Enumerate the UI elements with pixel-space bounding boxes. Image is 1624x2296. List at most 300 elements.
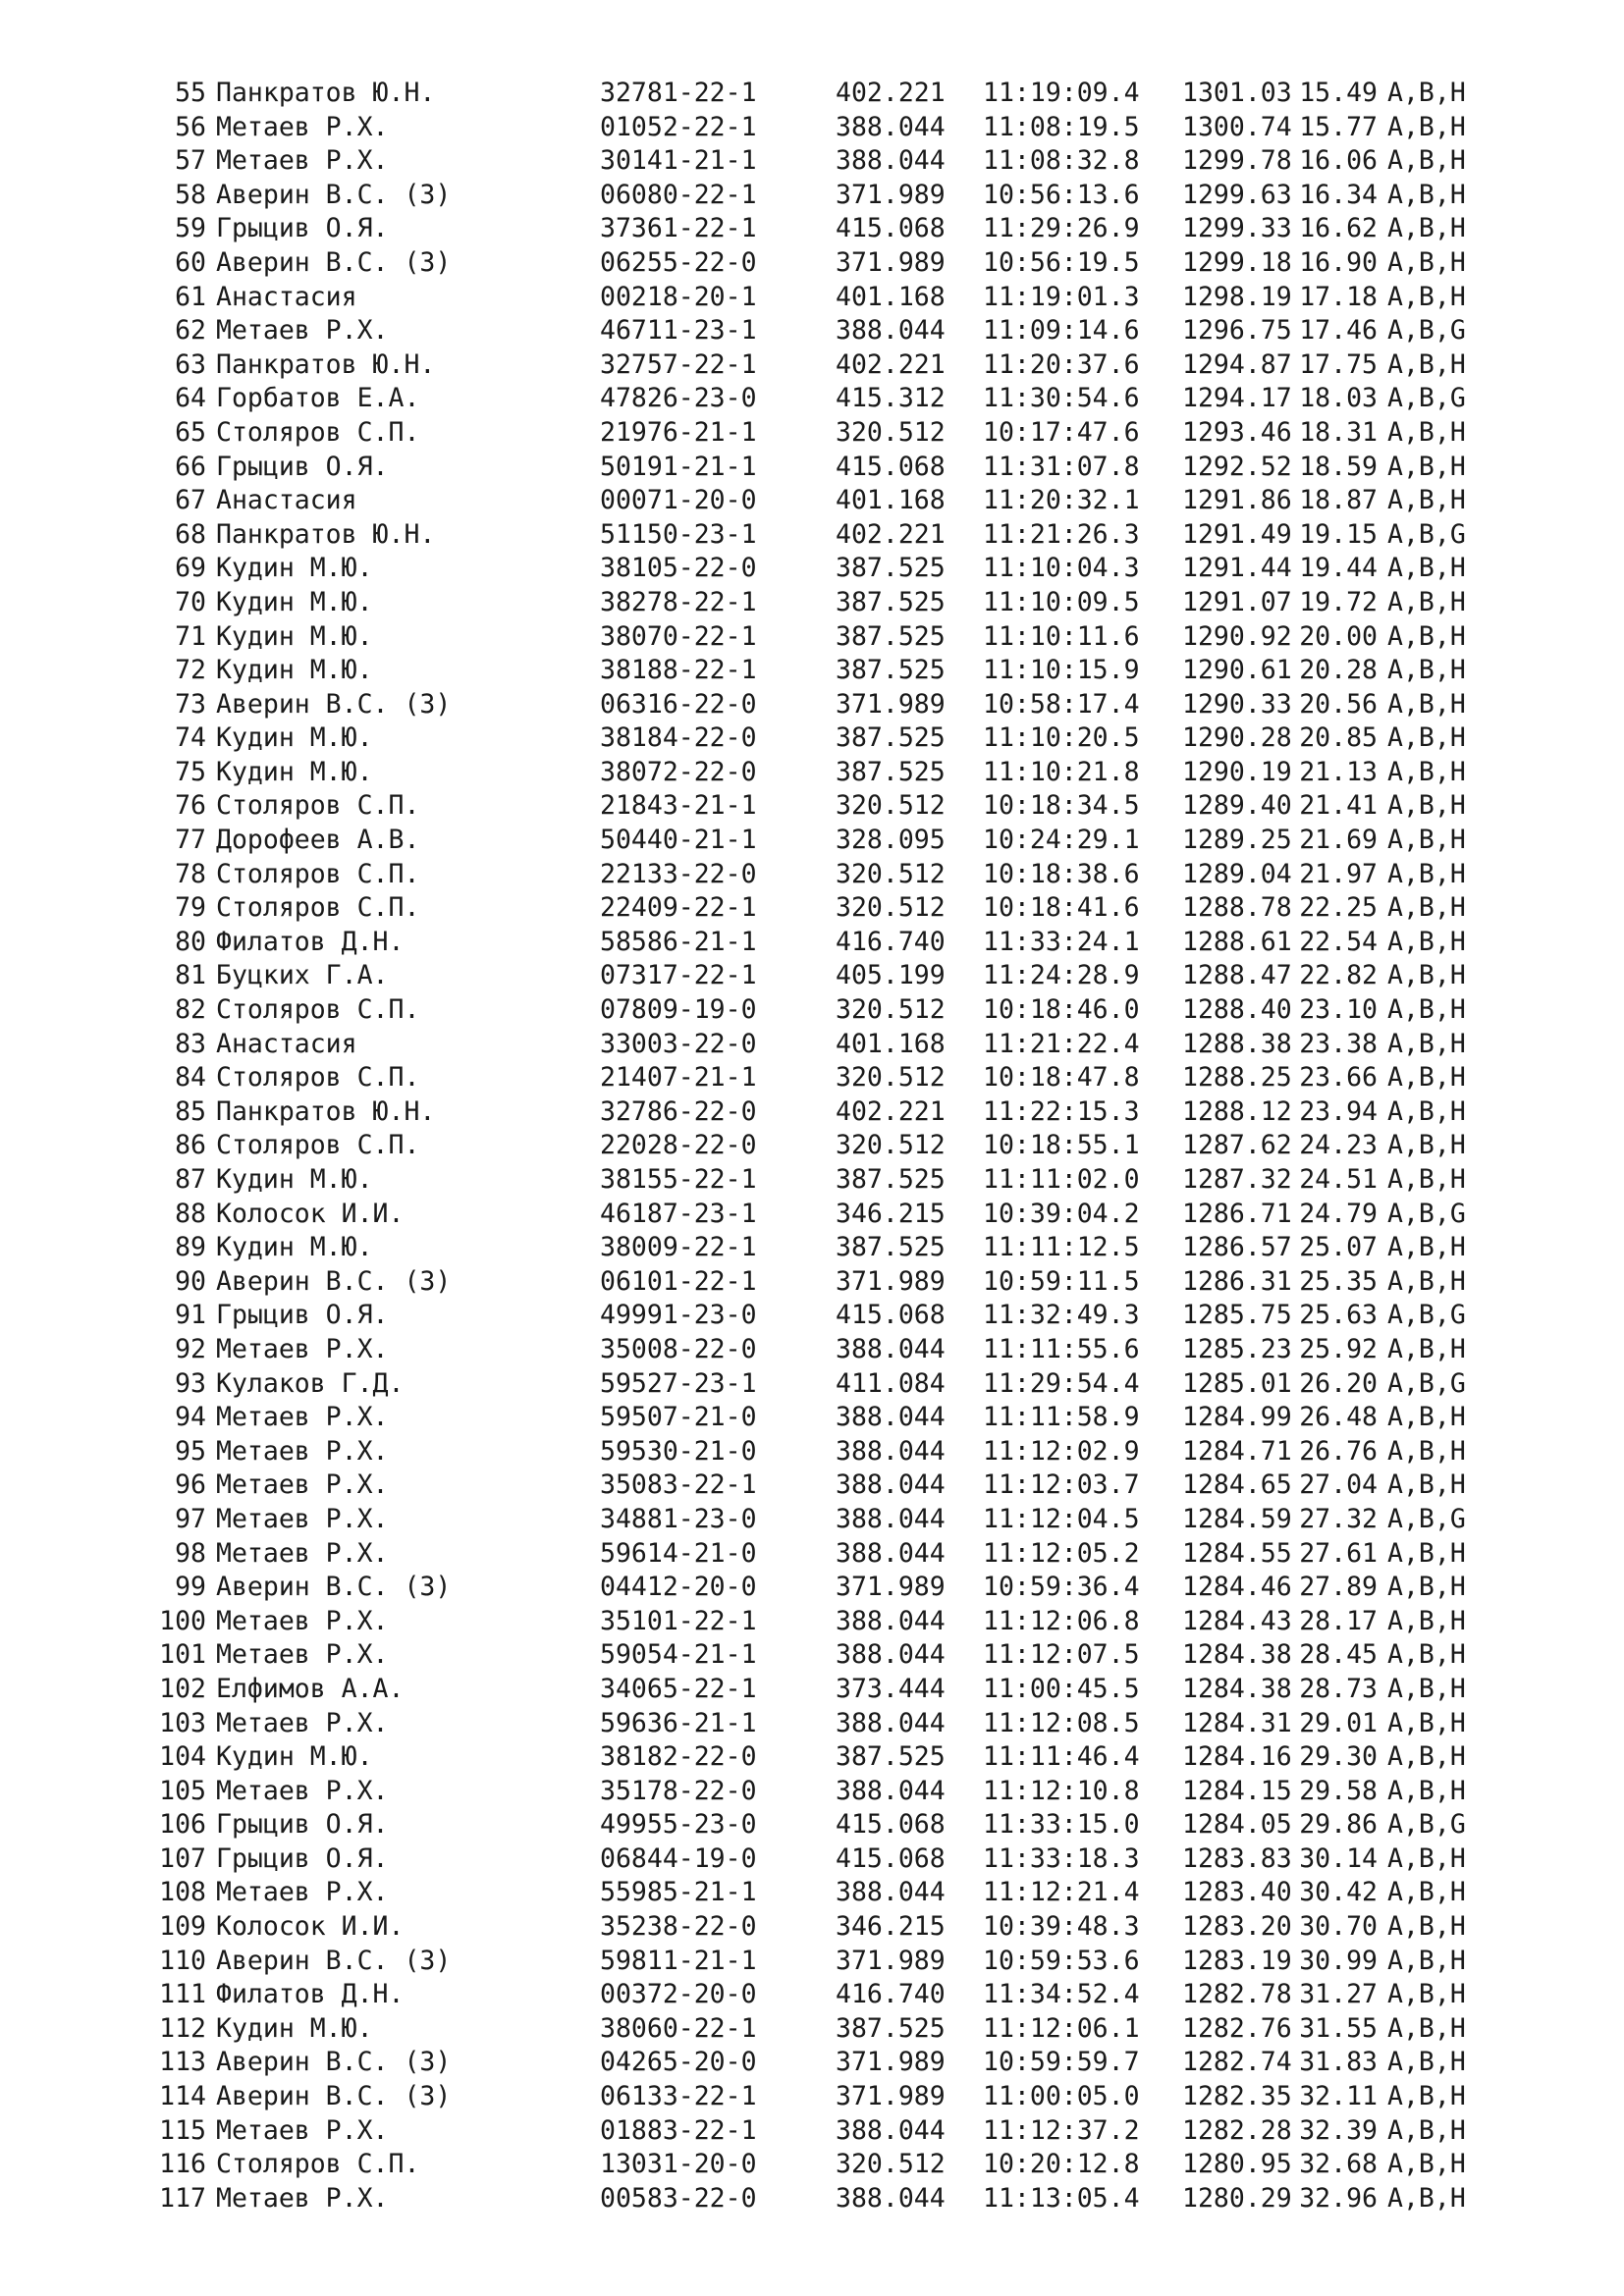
ring-id: 59530-21-0 [600,1435,757,1467]
rank: 57 [175,145,206,177]
ring-id: 38182-22-0 [600,1741,757,1773]
rank: 63 [175,348,206,380]
distance: 415.068 [836,1842,946,1874]
rank: 81 [175,960,206,991]
coefficient: 32.11 [1299,2081,1378,2112]
result-row [137,552,1561,586]
flags: A,B,H [1387,1095,1466,1127]
arrival-time: 11:12:06.8 [983,1605,1140,1636]
arrival-time: 11:12:07.5 [983,1639,1140,1671]
results-list [137,77,1561,2216]
distance: 387.525 [836,553,946,584]
arrival-time: 11:12:37.2 [983,2114,1140,2146]
result-row [137,1740,1561,1775]
arrival-time: 11:10:09.5 [983,586,1140,617]
speed: 1288.40 [1182,994,1292,1026]
rank: 96 [175,1469,206,1501]
distance: 320.512 [836,2149,946,2180]
rank: 104 [159,1741,206,1773]
speed: 1286.31 [1182,1265,1292,1297]
speed: 1284.46 [1182,1572,1292,1603]
speed: 1290.28 [1182,722,1292,754]
rank: 58 [175,179,206,210]
arrival-time: 10:59:36.4 [983,1572,1140,1603]
coefficient: 22.82 [1299,960,1378,991]
distance: 401.168 [836,281,946,312]
flags: A,B,G [1387,1503,1466,1534]
arrival-time: 11:10:11.6 [983,620,1140,652]
speed: 1284.43 [1182,1605,1292,1636]
distance: 387.525 [836,620,946,652]
ring-id: 38060-22-1 [600,2012,757,2044]
rank: 78 [175,858,206,889]
result-row [137,281,1561,315]
rank: 64 [175,383,206,414]
ring-id: 22409-22-1 [600,892,757,924]
distance: 346.215 [836,1911,946,1943]
flags: A,B,H [1387,620,1466,652]
arrival-time: 11:11:46.4 [983,1741,1140,1773]
ring-id: 22133-22-0 [600,858,757,889]
speed: 1291.07 [1182,586,1292,617]
flags: A,B,H [1387,1265,1466,1297]
ring-id: 59614-21-0 [600,1537,757,1569]
rank: 61 [175,281,206,312]
participant-name: Метаев Р.Х. [216,1775,389,1806]
arrival-time: 11:19:01.3 [983,281,1140,312]
ring-id: 59507-21-0 [600,1402,757,1433]
participant-name: Кулаков Г.Д. [216,1367,405,1399]
speed: 1299.18 [1182,246,1292,278]
coefficient: 21.97 [1299,858,1378,889]
distance: 320.512 [836,994,946,1026]
flags: A,B,H [1387,790,1466,822]
speed: 1299.78 [1182,145,1292,177]
distance: 402.221 [836,348,946,380]
participant-name: Столяров С.П. [216,2149,420,2180]
ring-id: 06844-19-0 [600,1842,757,1874]
coefficient: 16.34 [1299,179,1378,210]
coefficient: 15.77 [1299,111,1378,142]
rank: 103 [159,1707,206,1738]
distance: 402.221 [836,78,946,108]
speed: 1280.95 [1182,2149,1292,2180]
speed: 1282.78 [1182,1979,1292,2010]
rank: 60 [175,246,206,278]
participant-name: Горбатов Е.А. [216,383,420,414]
flags: A,B,H [1387,994,1466,1026]
distance: 328.095 [836,825,946,856]
speed: 1292.52 [1182,451,1292,482]
speed: 1282.76 [1182,2012,1292,2044]
flags: A,B,G [1387,1300,1466,1331]
rank: 110 [159,1945,206,1976]
arrival-time: 11:31:07.8 [983,451,1140,482]
result-row [137,314,1561,348]
flags: A,B,H [1387,1537,1466,1569]
ring-id: 00218-20-1 [600,281,757,312]
flags: A,B,H [1387,586,1466,617]
rank: 68 [175,518,206,550]
speed: 1291.49 [1182,518,1292,550]
arrival-time: 11:19:09.4 [983,78,1140,108]
flags: A,B,H [1387,179,1466,210]
flags: A,B,H [1387,145,1466,177]
ring-id: 34881-23-0 [600,1503,757,1534]
participant-name: Кудин М.Ю. [216,655,373,686]
result-row [137,2148,1561,2182]
rank: 105 [159,1775,206,1806]
arrival-time: 10:39:04.2 [983,1198,1140,1229]
result-row [137,2012,1561,2047]
participant-name: Елфимов А.А. [216,1673,405,1704]
participant-name: Филатов Д.Н. [216,926,405,957]
ring-id: 01883-22-1 [600,2114,757,2146]
result-row [137,1333,1561,1367]
distance: 387.525 [836,1741,946,1773]
arrival-time: 10:56:13.6 [983,179,1140,210]
rank: 90 [175,1265,206,1297]
coefficient: 26.48 [1299,1402,1378,1433]
rank: 76 [175,790,206,822]
coefficient: 19.72 [1299,586,1378,617]
flags: A,B,H [1387,1435,1466,1467]
rank: 88 [175,1198,206,1229]
result-row [137,1910,1561,1945]
speed: 1296.75 [1182,315,1292,347]
flags: A,B,G [1387,1367,1466,1399]
participant-name: Дорофеев А.В. [216,825,420,856]
arrival-time: 11:12:21.4 [983,1877,1140,1908]
participant-name: Метаев Р.Х. [216,1605,389,1636]
ring-id: 59054-21-1 [600,1639,757,1671]
flags: A,B,H [1387,1402,1466,1433]
speed: 1280.29 [1182,2182,1292,2214]
coefficient: 23.38 [1299,1028,1378,1059]
result-row [137,348,1561,383]
result-row [137,1571,1561,1605]
distance: 415.312 [836,383,946,414]
distance: 320.512 [836,1062,946,1094]
ring-id: 38278-22-1 [600,586,757,617]
distance: 387.525 [836,1232,946,1263]
flags: A,B,G [1387,383,1466,414]
rank: 95 [175,1435,206,1467]
rank: 74 [175,722,206,754]
ring-id: 49955-23-0 [600,1809,757,1841]
participant-name: Аверин В.С. (З) [216,2081,452,2112]
speed: 1300.74 [1182,111,1292,142]
coefficient: 16.06 [1299,145,1378,177]
distance: 371.989 [836,246,946,278]
rank: 107 [159,1842,206,1874]
ring-id: 00583-22-0 [600,2182,757,2214]
result-row [137,518,1561,553]
coefficient: 29.86 [1299,1809,1378,1841]
arrival-time: 11:12:08.5 [983,1707,1140,1738]
rank: 116 [159,2149,206,2180]
rank: 108 [159,1877,206,1908]
distance: 371.989 [836,1572,946,1603]
coefficient: 28.45 [1299,1639,1378,1671]
distance: 387.525 [836,1164,946,1195]
arrival-time: 11:12:06.1 [983,2012,1140,2044]
arrival-time: 11:00:45.5 [983,1673,1140,1704]
result-row [137,789,1561,824]
distance: 387.525 [836,722,946,754]
distance: 371.989 [836,2081,946,2112]
coefficient: 26.76 [1299,1435,1378,1467]
rank: 62 [175,315,206,347]
speed: 1290.92 [1182,620,1292,652]
result-row [137,212,1561,246]
result-row [137,858,1561,892]
result-row [137,111,1561,145]
speed: 1288.38 [1182,1028,1292,1059]
flags: A,B,H [1387,2081,1466,2112]
distance: 388.044 [836,2114,946,2146]
rank: 70 [175,586,206,617]
rank: 59 [175,213,206,244]
result-row [137,756,1561,790]
speed: 1282.35 [1182,2081,1292,2112]
result-row [137,484,1561,518]
distance: 320.512 [836,858,946,889]
participant-name: Грыцив О.Я. [216,1809,389,1841]
result-row [137,1163,1561,1198]
rank: 87 [175,1164,206,1195]
coefficient: 21.69 [1299,825,1378,856]
rank: 85 [175,1095,206,1127]
participant-name: Столяров С.П. [216,1062,420,1094]
participant-name: Метаев Р.Х. [216,1503,389,1534]
distance: 387.525 [836,655,946,686]
coefficient: 27.04 [1299,1469,1378,1501]
rank: 67 [175,485,206,516]
distance: 388.044 [836,1469,946,1501]
rank: 71 [175,620,206,652]
flags: A,B,H [1387,722,1466,754]
flags: A,B,H [1387,1775,1466,1806]
result-row [137,1265,1561,1300]
coefficient: 22.54 [1299,926,1378,957]
speed: 1283.20 [1182,1911,1292,1943]
rank: 84 [175,1062,206,1094]
rank: 117 [159,2182,206,2214]
coefficient: 27.32 [1299,1503,1378,1534]
distance: 388.044 [836,1402,946,1433]
coefficient: 24.23 [1299,1130,1378,1161]
result-row [137,1231,1561,1265]
ring-id: 38009-22-1 [600,1232,757,1263]
flags: A,B,H [1387,1028,1466,1059]
flags: A,B,H [1387,553,1466,584]
rank: 73 [175,688,206,720]
result-row [137,993,1561,1028]
ring-id: 38155-22-1 [600,1164,757,1195]
participant-name: Аверин В.С. (З) [216,2047,452,2078]
participant-name: Кудин М.Ю. [216,553,373,584]
ring-id: 32757-22-1 [600,348,757,380]
participant-name: Столяров С.П. [216,416,420,448]
rank: 83 [175,1028,206,1059]
flags: A,B,H [1387,485,1466,516]
participant-name: Кудин М.Ю. [216,722,373,754]
speed: 1288.61 [1182,926,1292,957]
speed: 1284.38 [1182,1673,1292,1704]
ring-id: 35178-22-0 [600,1775,757,1806]
participant-name: Метаев Р.Х. [216,1639,389,1671]
coefficient: 24.79 [1299,1198,1378,1229]
ring-id: 38188-22-1 [600,655,757,686]
arrival-time: 10:18:38.6 [983,858,1140,889]
result-row [137,77,1561,111]
speed: 1299.33 [1182,213,1292,244]
arrival-time: 10:58:17.4 [983,688,1140,720]
speed: 1282.74 [1182,2047,1292,2078]
coefficient: 29.58 [1299,1775,1378,1806]
result-row [137,1605,1561,1639]
rank: 94 [175,1402,206,1433]
speed: 1282.28 [1182,2114,1292,2146]
speed: 1284.59 [1182,1503,1292,1534]
coefficient: 27.61 [1299,1537,1378,1569]
distance: 388.044 [836,2182,946,2214]
speed: 1299.63 [1182,179,1292,210]
flags: A,B,H [1387,213,1466,244]
distance: 388.044 [836,1503,946,1534]
coefficient: 26.20 [1299,1367,1378,1399]
rank: 80 [175,926,206,957]
arrival-time: 11:30:54.6 [983,383,1140,414]
flags: A,B,H [1387,2149,1466,2180]
participant-name: Метаев Р.Х. [216,111,389,142]
coefficient: 18.03 [1299,383,1378,414]
distance: 320.512 [836,1130,946,1161]
arrival-time: 11:33:18.3 [983,1842,1140,1874]
arrival-time: 11:09:14.6 [983,315,1140,347]
speed: 1283.19 [1182,1945,1292,1976]
distance: 415.068 [836,1300,946,1331]
result-row [137,1673,1561,1707]
arrival-time: 11:11:02.0 [983,1164,1140,1195]
ring-id: 21976-21-1 [600,416,757,448]
coefficient: 16.90 [1299,246,1378,278]
speed: 1301.03 [1182,78,1292,108]
rank: 91 [175,1300,206,1331]
speed: 1298.19 [1182,281,1292,312]
coefficient: 32.39 [1299,2114,1378,2146]
arrival-time: 10:20:12.8 [983,2149,1140,2180]
result-row [137,1129,1561,1163]
flags: A,B,H [1387,1605,1466,1636]
arrival-time: 10:56:19.5 [983,246,1140,278]
flags: A,B,H [1387,451,1466,482]
arrival-time: 10:18:47.8 [983,1062,1140,1094]
ring-id: 21843-21-1 [600,790,757,822]
distance: 415.068 [836,1809,946,1841]
participant-name: Столяров С.П. [216,790,420,822]
ring-id: 04265-20-0 [600,2047,757,2078]
arrival-time: 11:12:10.8 [983,1775,1140,1806]
coefficient: 17.75 [1299,348,1378,380]
flags: A,B,H [1387,1673,1466,1704]
participant-name: Панкратов Ю.Н. [216,348,436,380]
rank: 99 [175,1572,206,1603]
speed: 1288.25 [1182,1062,1292,1094]
ring-id: 06080-22-1 [600,179,757,210]
participant-name: Метаев Р.Х. [216,315,389,347]
speed: 1289.40 [1182,790,1292,822]
arrival-time: 11:10:20.5 [983,722,1140,754]
result-row [137,1028,1561,1062]
participant-name: Метаев Р.Х. [216,1333,389,1364]
result-row [137,620,1561,655]
participant-name: Метаев Р.Х. [216,1877,389,1908]
rank: 66 [175,451,206,482]
participant-name: Панкратов Ю.Н. [216,78,436,108]
flags: A,B,H [1387,1877,1466,1908]
ring-id: 38070-22-1 [600,620,757,652]
ring-id: 37361-22-1 [600,213,757,244]
distance: 371.989 [836,688,946,720]
coefficient: 30.42 [1299,1877,1378,1908]
flags: A,B,H [1387,926,1466,957]
participant-name: Аверин В.С. (З) [216,1572,452,1603]
coefficient: 17.46 [1299,315,1378,347]
distance: 387.525 [836,586,946,617]
arrival-time: 11:33:15.0 [983,1809,1140,1841]
rank: 75 [175,756,206,787]
rank: 114 [159,2081,206,2112]
arrival-time: 10:18:55.1 [983,1130,1140,1161]
ring-id: 06101-22-1 [600,1265,757,1297]
participant-name: Метаев Р.Х. [216,1435,389,1467]
distance: 388.044 [836,111,946,142]
coefficient: 20.56 [1299,688,1378,720]
speed: 1284.38 [1182,1639,1292,1671]
flags: A,B,H [1387,2012,1466,2044]
flags: A,B,H [1387,281,1466,312]
speed: 1284.16 [1182,1741,1292,1773]
coefficient: 28.73 [1299,1673,1378,1704]
rank: 113 [159,2047,206,2078]
flags: A,B,H [1387,1164,1466,1195]
participant-name: Грыцив О.Я. [216,213,389,244]
distance: 371.989 [836,2047,946,2078]
participant-name: Кудин М.Ю. [216,620,373,652]
distance: 387.525 [836,2012,946,2044]
arrival-time: 11:34:52.4 [983,1979,1140,2010]
coefficient: 20.85 [1299,722,1378,754]
arrival-time: 10:18:34.5 [983,790,1140,822]
rank: 93 [175,1367,206,1399]
arrival-time: 10:59:59.7 [983,2047,1140,2078]
flags: A,B,H [1387,1979,1466,2010]
arrival-time: 11:11:12.5 [983,1232,1140,1263]
result-row [137,721,1561,756]
flags: A,B,H [1387,246,1466,278]
arrival-time: 11:21:26.3 [983,518,1140,550]
participant-name: Аверин В.С. (З) [216,1945,452,1976]
flags: A,B,H [1387,1639,1466,1671]
arrival-time: 11:12:03.7 [983,1469,1140,1501]
coefficient: 25.63 [1299,1300,1378,1331]
flags: A,B,G [1387,518,1466,550]
flags: A,B,H [1387,688,1466,720]
coefficient: 31.27 [1299,1979,1378,2010]
flags: A,B,G [1387,315,1466,347]
